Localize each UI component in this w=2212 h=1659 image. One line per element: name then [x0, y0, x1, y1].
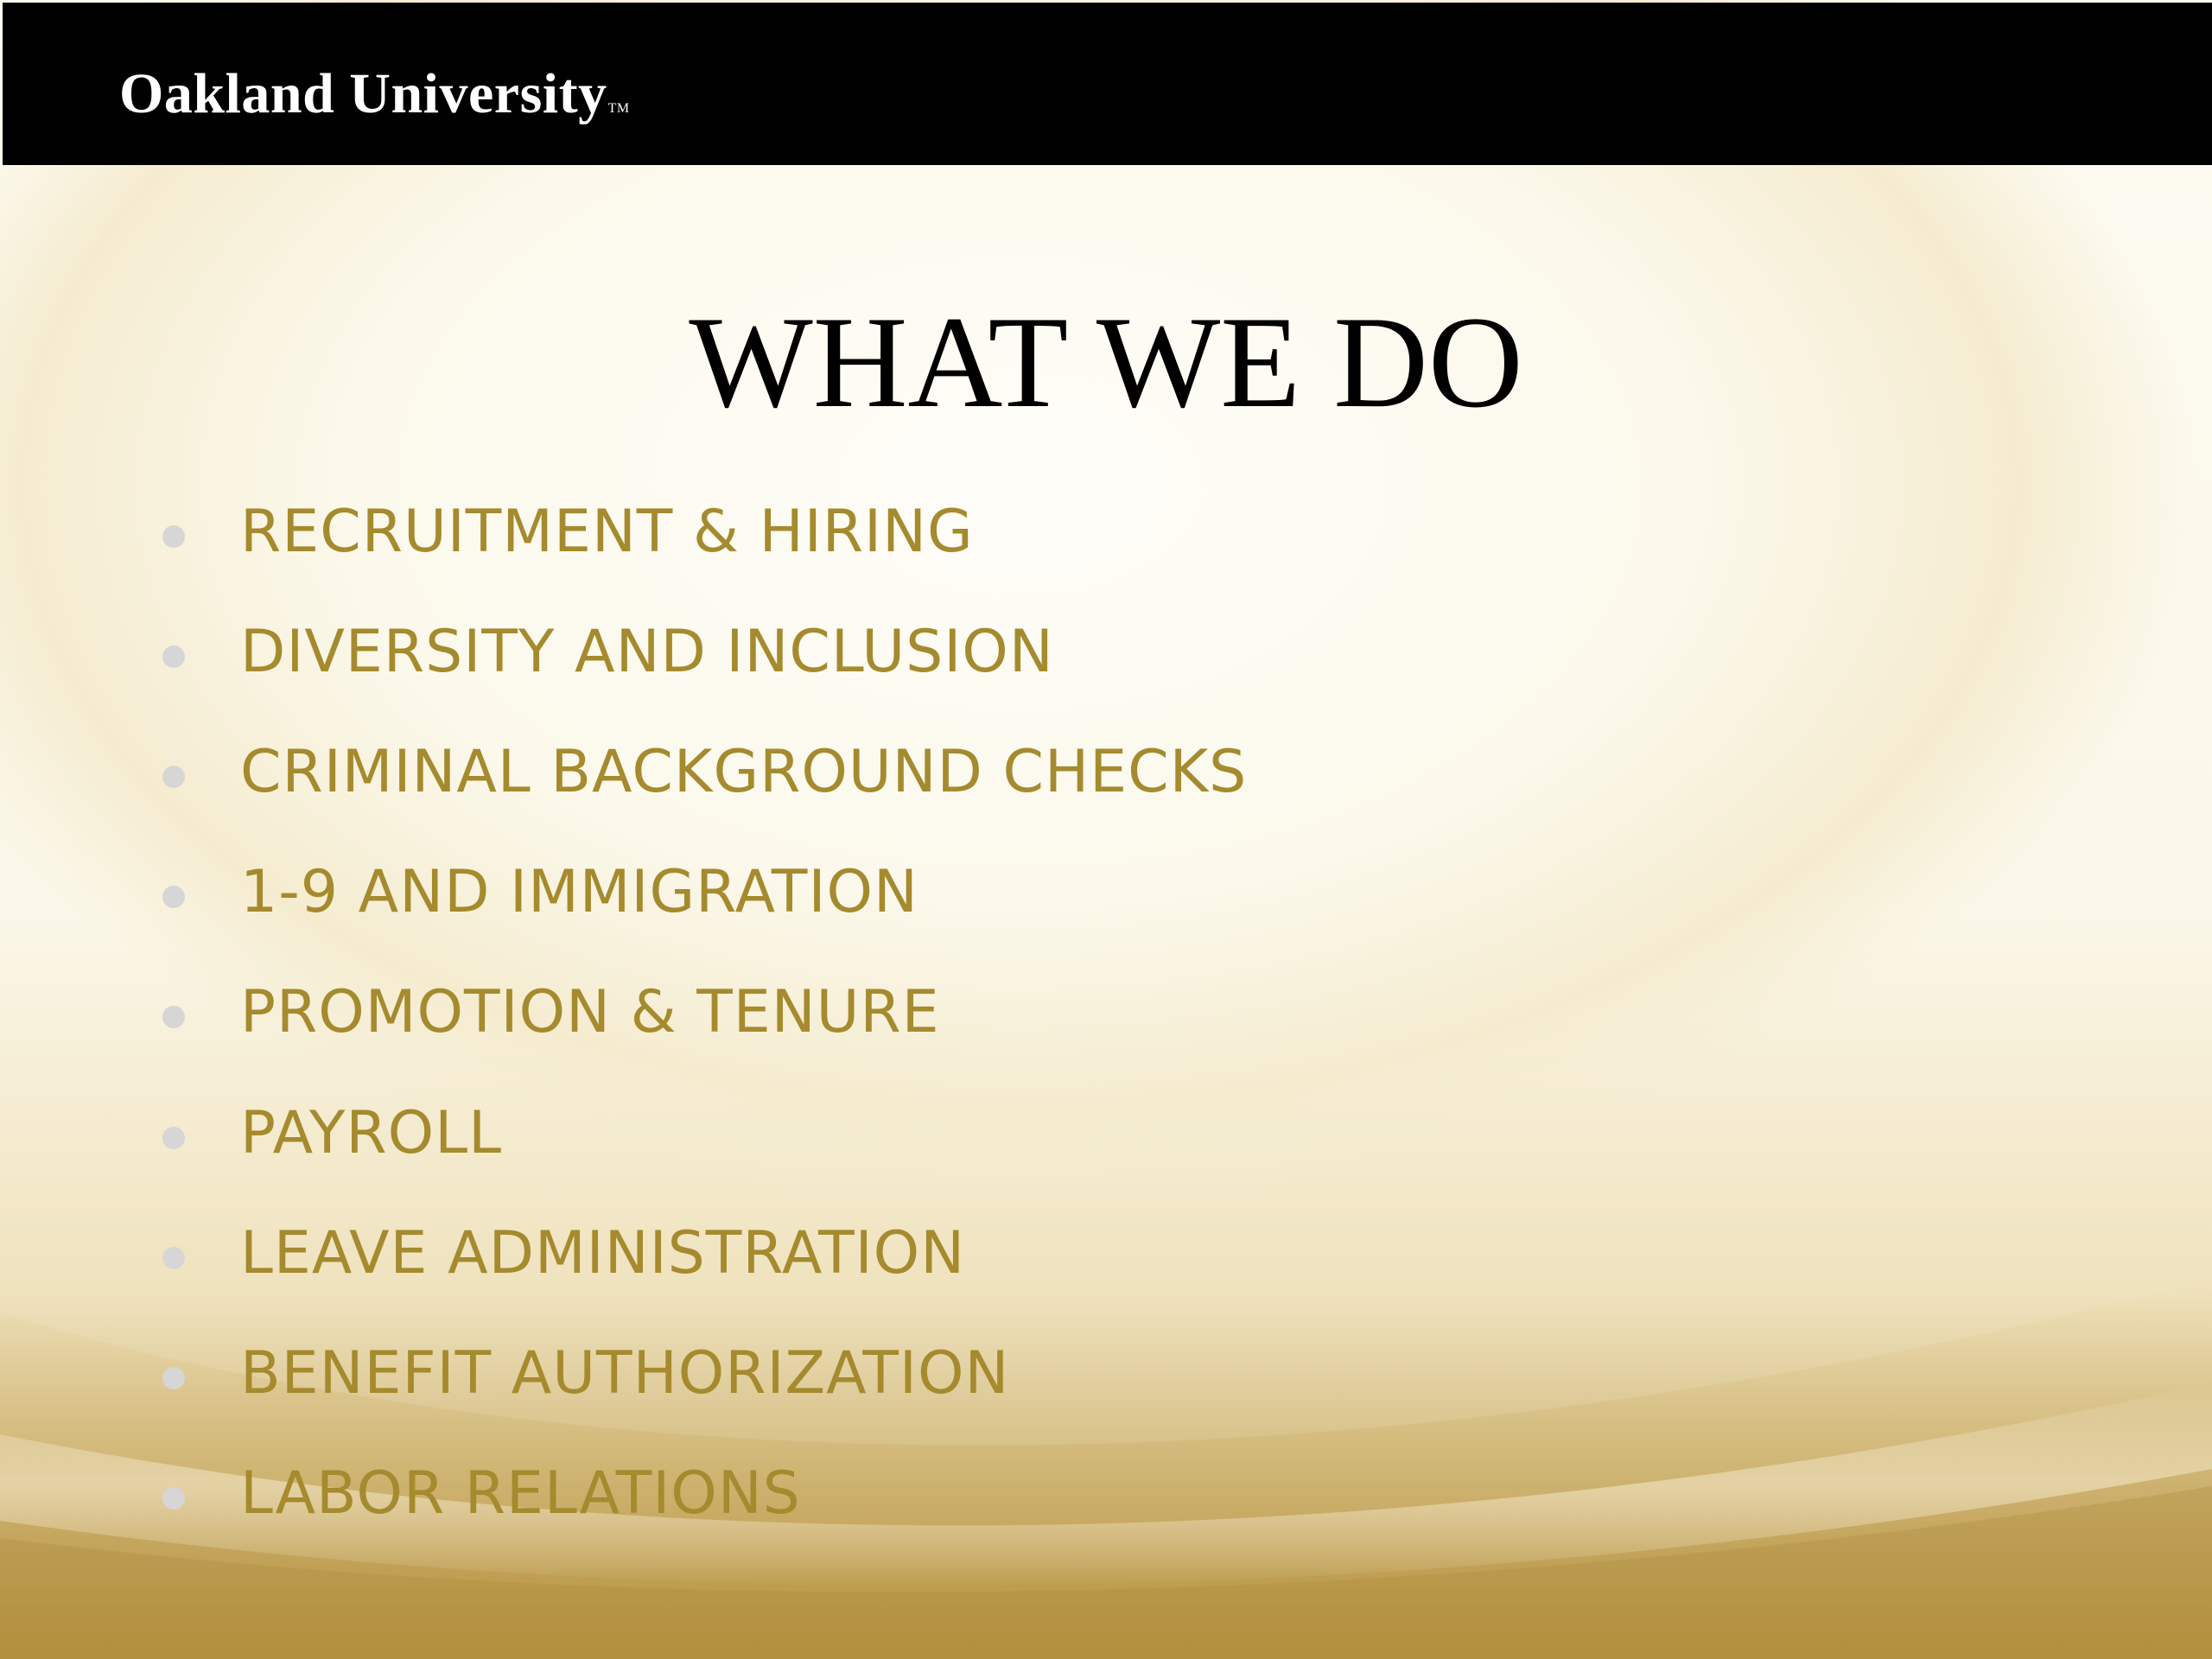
bullet-item	[0, 725, 1728, 820]
bullet-dot-icon	[162, 886, 185, 908]
bullet-item	[0, 965, 1728, 1060]
slide-title: WHAT WE DO	[689, 289, 1523, 435]
bullet-dot-icon	[162, 1006, 185, 1028]
logo-text: Oakland University	[119, 62, 607, 125]
bullet-text: BENEFIT AUTHORIZATION	[240, 1339, 1010, 1408]
bullet-text: RECRUITMENT & HIRING	[240, 498, 974, 566]
bullet-item	[0, 605, 1728, 700]
bullet-text: 1-9 AND IMMIGRATION	[240, 858, 918, 926]
bullet-text: PAYROLL	[240, 1099, 502, 1167]
bullet-text: LABOR RELATIONS	[240, 1459, 801, 1528]
logo-trademark: TM	[607, 101, 630, 116]
bullet-dot-icon	[162, 1487, 185, 1510]
bullet-text: DIVERSITY AND INCLUSION	[240, 618, 1054, 686]
bullet-item	[0, 845, 1728, 940]
bullet-item	[0, 1086, 1728, 1181]
bullet-text: LEAVE ADMINISTRATION	[240, 1219, 966, 1287]
bullet-dot-icon	[162, 645, 185, 668]
bullet-item	[0, 1446, 1728, 1541]
university-logo	[119, 61, 630, 127]
bullet-dot-icon	[162, 1247, 185, 1269]
bullet-text: CRIMINAL BACKGROUND CHECKS	[240, 738, 1248, 806]
bullet-dot-icon	[162, 525, 185, 548]
bullet-item	[0, 1326, 1728, 1421]
bullet-item	[0, 1206, 1728, 1301]
bullet-dot-icon	[162, 766, 185, 788]
bullet-item	[0, 485, 1728, 580]
bullet-text: PROMOTION & TENURE	[240, 978, 940, 1046]
bullet-dot-icon	[162, 1127, 185, 1149]
bullet-dot-icon	[162, 1367, 185, 1389]
header-bar	[3, 3, 2212, 165]
